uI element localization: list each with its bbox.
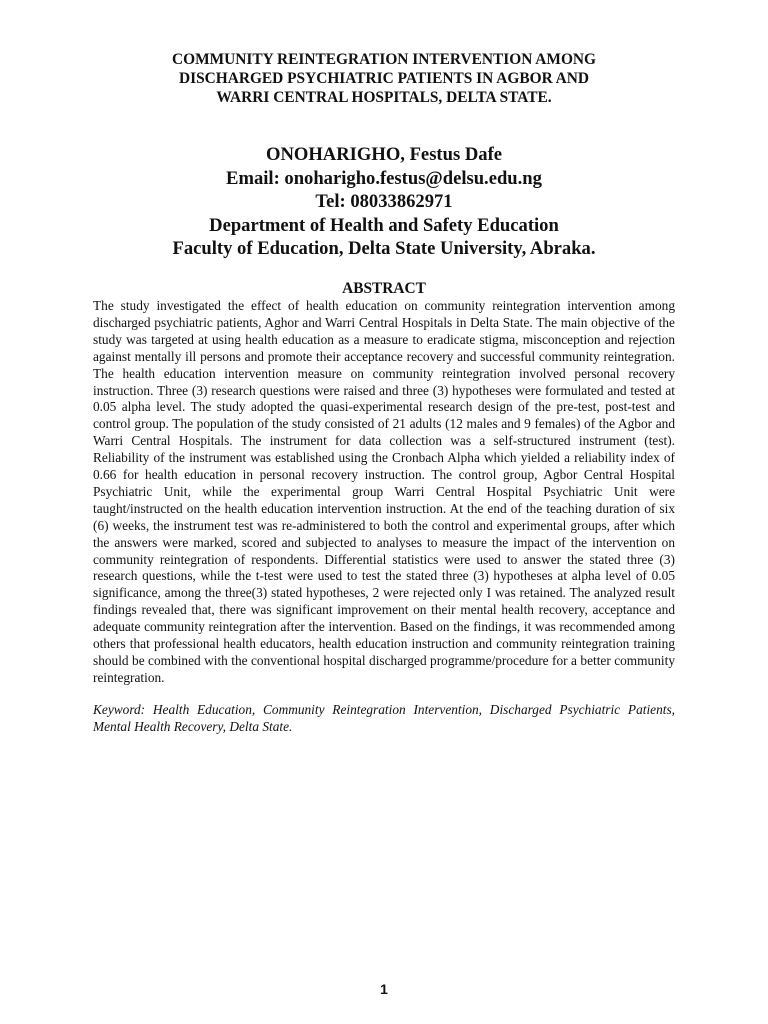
author-name: ONOHARIGHO, Festus Dafe <box>265 144 503 165</box>
author-department: Department of Health and Safety Education <box>209 214 559 236</box>
page-number: 1 <box>380 981 388 997</box>
title-line-1: COMMUNITY REINTEGRATION INTERVENTION AMONG <box>171 51 596 68</box>
title-line-2: DISCHARGED PSYCHIATRIC PATIENTS IN AGBOR AND <box>178 70 590 87</box>
paper-page <box>93 50 675 736</box>
abstract-heading: ABSTRACT <box>342 279 426 297</box>
author-tel: Tel: 08033862971 <box>315 191 453 213</box>
author-block <box>93 143 675 261</box>
title-line-3: WARRI CENTRAL HOSPITALS, DELTA STATE. <box>216 89 552 106</box>
abstract-body: The study investigated the effect of health education on community reintegration intervention among discharged psychiatric patients, Aghor and Warri Central Hospitals in Delta State. The main objective of the study was targeted at using health education as a measure to eradicate stigma, misconception and rejection against mentally ill persons and promote their acceptance recovery and successful community reintegration. The health education intervention measure on community reintegration involved personal recovery instruction. Three (3) research questions were raised and three (3) hypotheses were formulated and tested at 0.05 alpha level. The study adopted the quasi-experimental research design of the pre-test, post-test and control group. The population of the study consisted of 21 adults (12 males and 9 females) of the Agbor and Warri Central Hospitals. The instrument for data collection was a self-structured instrument (test). Reliability of the instrument was established using the Cronbach Alpha which yielded a reliability index of 0.66 for health education in personal recovery instruction. The control group, Agbor Central Hospital Psychiatric Unit, while the experimental group Warri Central Hospital Psychiatric Unit were taught/instructed on the health education intervention instruction. At the end of the teaching duration of six (6) weeks, the instrument test was re-administered to both the control and experimental groups, after which the answers were marked, scored and subjected to analyses to measure the impact of the intervention on community reintegration of respondents. Differential statistics were used to answer the stated three (3) research questions, while the t-test were used to test the stated three (3) hypotheses at alpha level of 0.05 significance, among the three(3) stated hypotheses, 2 were rejected only I was retained. The analyzed result findings revealed that, there was significant improvement on their mental health recovery, acceptance and adequate community reintegration after the intervention. Based on the findings, it was recommended among others that professional health educators, health education instruction and community reintegration training should be combined with the conventional hospital discharged programme/procedure for a better community reintegration. <box>93 297 675 685</box>
paper-title <box>93 50 675 107</box>
author-faculty: Faculty of Education, Delta State University, Abraka. <box>172 238 596 260</box>
author-email: Email: onoharigho.festus@delsu.edu.ng <box>226 167 542 189</box>
keywords: Keyword: Health Education, Community Reintegration Intervention, Discharged Psychiatric Patients, Mental Health Recovery, Delta State. <box>93 701 675 734</box>
